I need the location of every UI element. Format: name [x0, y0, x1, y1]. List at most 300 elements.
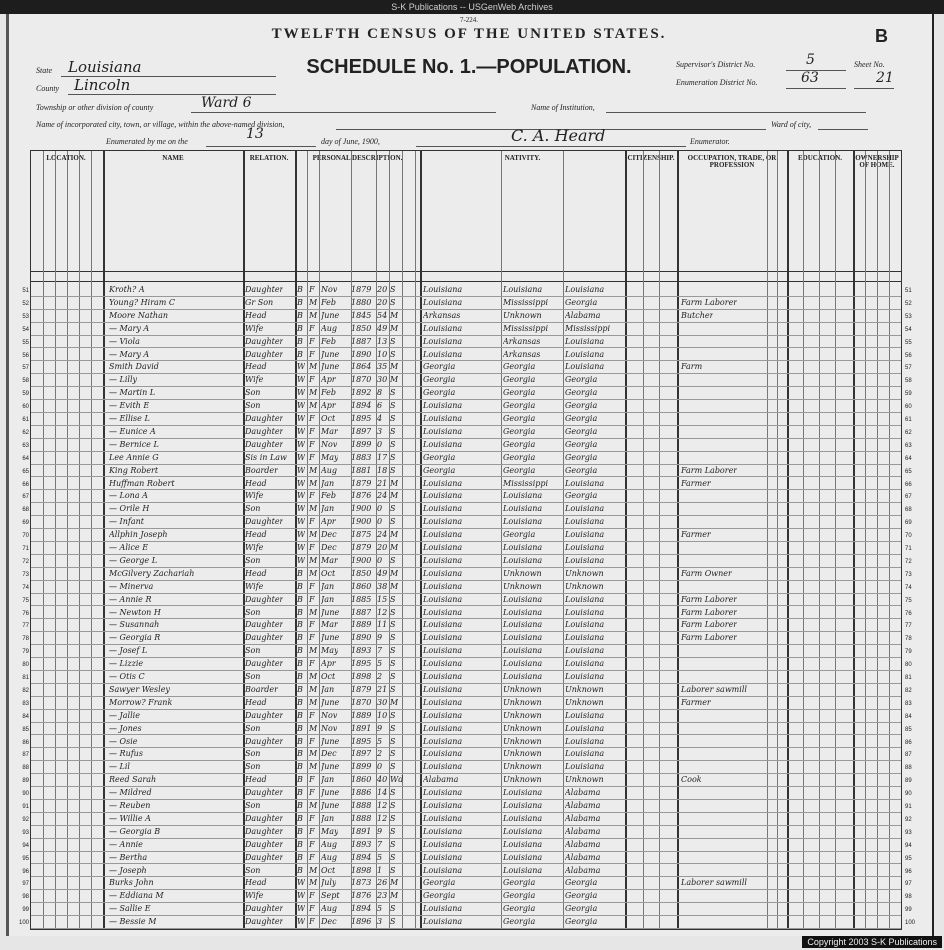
birthplace: Louisiana	[423, 607, 463, 617]
age: 30	[377, 375, 388, 385]
line-number: 94	[22, 842, 29, 849]
occupation: Butcher	[681, 310, 714, 320]
table-row	[22, 812, 912, 826]
line-number: 79	[22, 649, 29, 656]
sex: F	[309, 904, 315, 914]
age: 17	[377, 452, 388, 462]
table-row	[22, 889, 912, 903]
line-number-right: 90	[905, 791, 912, 798]
relation: Daughter	[245, 904, 284, 914]
color-race: B	[297, 349, 303, 359]
line-number: 59	[22, 391, 29, 398]
table-row	[22, 709, 912, 723]
father-birthplace: Louisiana	[503, 633, 543, 643]
father-birthplace: Louisiana	[503, 839, 543, 849]
sex: F	[309, 633, 315, 643]
birth-year: 1896	[351, 917, 372, 927]
line-number-right: 86	[905, 739, 912, 746]
color-race: B	[297, 568, 303, 578]
birth-year: 1880	[351, 297, 372, 307]
line-number-right: 87	[905, 752, 912, 759]
mother-birthplace: Georgia	[565, 297, 598, 307]
relation: Son	[245, 749, 261, 759]
birth-month: Dec	[321, 749, 337, 759]
line-number: 96	[22, 868, 29, 875]
marital-status: S	[390, 646, 396, 656]
line-number: 66	[22, 481, 29, 488]
marital-status: M	[390, 568, 399, 578]
father-birthplace: Georgia	[503, 375, 536, 385]
sex: M	[309, 607, 318, 617]
line-number: 92	[22, 816, 29, 823]
mother-birthplace: Louisiana	[565, 672, 605, 681]
line-number-right: 78	[905, 636, 912, 643]
table-row	[22, 322, 912, 336]
sex: F	[309, 414, 315, 423]
line-number: 73	[22, 571, 29, 578]
birthplace: Georgia	[423, 452, 456, 462]
marital-status: S	[390, 426, 396, 436]
table-row	[22, 386, 912, 400]
sex: F	[309, 813, 315, 823]
table-row	[22, 825, 912, 839]
line-number: 91	[22, 804, 29, 810]
birth-year: 1879	[351, 285, 372, 294]
sex: M	[309, 478, 318, 488]
occupation: Cook	[681, 775, 702, 785]
person-name: Reed Sarah	[109, 775, 157, 785]
line-number-right: 71	[905, 546, 912, 552]
birth-year: 1885	[351, 594, 372, 604]
table-row	[22, 451, 912, 465]
marital-status: M	[390, 375, 399, 385]
age: 9	[377, 633, 383, 643]
mother-birthplace: Georgia	[565, 452, 598, 462]
birth-month: June	[321, 607, 340, 617]
sex: F	[309, 852, 315, 862]
birthplace: Louisiana	[423, 349, 463, 359]
line-number: 87	[22, 752, 29, 759]
line-number: 84	[22, 713, 29, 720]
color-race: B	[297, 865, 303, 875]
marital-status: S	[390, 684, 396, 694]
mother-birthplace: Louisiana	[565, 504, 605, 514]
mother-birthplace: Unknown	[565, 568, 604, 578]
birth-month: Aug	[321, 839, 338, 849]
birthplace: Georgia	[423, 891, 456, 901]
sex: F	[309, 826, 315, 836]
relation: Son	[245, 723, 261, 733]
line-number: 99	[22, 907, 29, 914]
mother-birthplace: Louisiana	[565, 762, 605, 772]
mother-birthplace: Alabama	[565, 801, 601, 810]
marital-status: S	[390, 710, 396, 720]
occupation: Farm Laborer	[681, 633, 738, 643]
birth-year: 1899	[351, 762, 372, 772]
color-race: W	[297, 530, 306, 540]
color-race: B	[297, 826, 303, 836]
age: 20	[377, 543, 388, 552]
line-number-right: 83	[905, 700, 912, 707]
age: 9	[377, 723, 383, 733]
birth-month: Feb	[321, 336, 336, 346]
state-label: State	[36, 66, 52, 75]
relation: Wife	[245, 891, 264, 901]
occupation: Farm Laborer	[681, 620, 738, 630]
person-name: — Newton H	[109, 607, 161, 617]
mother-birthplace: Louisiana	[565, 555, 605, 565]
table-row	[22, 502, 912, 516]
birthplace: Louisiana	[423, 672, 463, 681]
line-number-right: 82	[905, 687, 912, 694]
mother-birthplace: Unknown	[565, 775, 604, 785]
age: 3	[377, 917, 383, 927]
color-race: B	[297, 310, 303, 320]
sex: M	[309, 684, 318, 694]
line-number: 88	[22, 765, 29, 772]
birth-year: 1887	[351, 336, 372, 346]
father-birthplace: Georgia	[503, 465, 536, 475]
age: 7	[377, 646, 383, 656]
relation: Son	[245, 607, 261, 617]
father-birthplace: Louisiana	[503, 672, 543, 681]
marital-status: S	[390, 813, 396, 823]
form-number: 7-224.	[459, 16, 479, 24]
birth-year: 1876	[351, 891, 372, 901]
relation: Head	[245, 697, 267, 707]
occupation: Farm Laborer	[681, 297, 738, 307]
mother-birthplace: Georgia	[565, 465, 598, 475]
father-birthplace: Unknown	[503, 581, 542, 591]
citizenship-header: CITIZENSHIP.	[627, 154, 675, 162]
birth-year: 1883	[351, 452, 372, 462]
birthplace: Louisiana	[423, 826, 463, 836]
line-number-right: 61	[905, 417, 912, 423]
table-row	[22, 902, 912, 916]
marital-status: S	[390, 904, 396, 914]
birthplace: Louisiana	[423, 426, 463, 436]
marital-status: S	[390, 852, 396, 862]
age: 20	[377, 297, 388, 307]
birth-month: June	[321, 310, 340, 320]
birth-year: 1891	[351, 723, 372, 733]
marital-status: S	[390, 736, 396, 746]
birthplace: Louisiana	[423, 736, 463, 746]
person-name: Young? Hiram C	[109, 297, 176, 307]
occupation: Laborer sawmill	[681, 878, 747, 888]
birthplace: Louisiana	[423, 659, 463, 669]
age: 12	[377, 801, 388, 810]
relation: Daughter	[245, 439, 284, 449]
person-name: — Ellise L	[109, 414, 150, 423]
census-title: TWELFTH CENSUS OF THE UNITED STATES.	[271, 26, 667, 42]
birthplace: Louisiana	[423, 813, 463, 823]
marital-status: S	[390, 452, 396, 462]
population-table	[18, 150, 916, 930]
line-number: 64	[22, 455, 29, 462]
birth-month: Feb	[321, 297, 336, 307]
birth-month: Dec	[321, 543, 337, 552]
sex: M	[309, 401, 318, 411]
birthplace: Louisiana	[423, 839, 463, 849]
mother-birthplace: Louisiana	[565, 659, 605, 669]
birthplace: Arkansas	[423, 310, 461, 320]
line-number: 62	[22, 429, 29, 436]
mother-birthplace: Georgia	[565, 414, 598, 423]
table-row	[22, 335, 912, 349]
ownership-header: OWNERSHIP OF HOME.	[855, 154, 899, 169]
birthplace: Georgia	[423, 465, 456, 475]
birth-year: 1850	[351, 323, 372, 333]
father-birthplace: Georgia	[503, 426, 536, 436]
age: 49	[377, 568, 388, 578]
relation: Head	[245, 878, 267, 888]
person-name: Allphin Joseph	[109, 530, 168, 540]
sex: M	[309, 297, 318, 307]
color-race: B	[297, 659, 303, 669]
marital-status: S	[390, 414, 396, 423]
table-row	[22, 438, 912, 452]
person-name: Lee Annie G	[109, 452, 159, 462]
table-row	[22, 631, 912, 645]
line-number-right: 60	[905, 404, 912, 411]
father-birthplace: Unknown	[503, 697, 542, 707]
father-birthplace: Georgia	[503, 917, 536, 927]
birth-month: Apr	[321, 517, 336, 527]
relation: Daughter	[245, 349, 284, 359]
marital-status: S	[390, 788, 396, 798]
birthplace: Louisiana	[423, 646, 463, 656]
mother-birthplace: Louisiana	[565, 749, 605, 759]
line-number: 77	[22, 623, 29, 630]
mother-birthplace: Georgia	[565, 917, 598, 927]
relation: Son	[245, 401, 261, 411]
birth-year: 1900	[351, 555, 372, 565]
age: 2	[377, 749, 383, 759]
color-race: W	[297, 904, 306, 914]
birthplace: Louisiana	[423, 517, 463, 527]
relation: Daughter	[245, 594, 284, 604]
person-name: McGilvery Zachariah	[109, 568, 195, 578]
birth-year: 1887	[351, 607, 372, 617]
marital-status: S	[390, 336, 396, 346]
color-race: W	[297, 362, 306, 372]
marital-status: M	[390, 581, 399, 591]
color-race: W	[297, 401, 306, 411]
line-number-right: 89	[905, 778, 912, 785]
color-race: B	[297, 297, 303, 307]
age: 11	[377, 620, 388, 630]
birth-month: Sept	[321, 891, 340, 901]
color-race: W	[297, 388, 306, 398]
line-number: 75	[22, 597, 29, 604]
person-name: — Bertha	[109, 852, 148, 862]
sex: F	[309, 285, 315, 294]
birth-year: 1845	[351, 310, 372, 320]
sex: F	[309, 891, 315, 901]
table-row	[22, 799, 912, 813]
birth-month: Mar	[321, 620, 338, 630]
birth-month: June	[321, 633, 340, 643]
color-race: W	[297, 555, 306, 565]
birth-month: Jan	[321, 504, 335, 514]
father-birthplace: Louisiana	[503, 285, 543, 294]
marital-status: M	[390, 491, 399, 501]
relation: Son	[245, 646, 261, 656]
relation: Son	[245, 672, 261, 681]
birthplace: Louisiana	[423, 904, 463, 914]
marital-status: M	[390, 478, 399, 488]
birth-year: 1876	[351, 491, 372, 501]
birth-year: 1895	[351, 736, 372, 746]
color-race: B	[297, 775, 303, 785]
color-race: B	[297, 594, 303, 604]
line-number: 95	[22, 855, 29, 862]
person-name: — Infant	[109, 517, 144, 527]
birth-month: June	[321, 801, 340, 810]
line-number: 61	[22, 417, 29, 423]
person-name: Moore Nathan	[109, 310, 168, 320]
line-number-right: 53	[905, 313, 912, 320]
color-race: B	[297, 723, 303, 733]
line-number-right: 77	[905, 623, 912, 630]
person-name: Sawyer Wesley	[109, 684, 170, 694]
table-row	[22, 412, 912, 426]
line-number: 81	[22, 675, 29, 681]
father-birthplace: Georgia	[503, 878, 536, 888]
birthplace: Louisiana	[423, 285, 463, 294]
line-number: 67	[22, 494, 29, 501]
marital-status: M	[390, 530, 399, 540]
person-name: — Lilly	[109, 375, 138, 385]
birth-month: Oct	[321, 672, 336, 681]
birthplace: Louisiana	[423, 749, 463, 759]
birth-year: 1864	[351, 362, 372, 372]
relation: Daughter	[245, 710, 284, 720]
age: 40	[377, 775, 388, 785]
person-name: Kroth? A	[109, 285, 145, 294]
table-row	[22, 696, 912, 710]
birth-month: June	[321, 762, 340, 772]
sex: M	[309, 762, 318, 772]
birth-month: July	[321, 878, 337, 888]
mother-birthplace: Louisiana	[565, 543, 605, 552]
person-name: — Rufus	[109, 749, 143, 759]
age: 23	[377, 891, 388, 901]
birthplace: Louisiana	[423, 568, 463, 578]
mother-birthplace: Georgia	[565, 878, 598, 888]
marital-status: S	[390, 285, 396, 294]
table-row	[22, 528, 912, 542]
sheet-value: 21	[876, 70, 894, 86]
column-number-strip	[31, 271, 901, 282]
sex: M	[309, 697, 318, 707]
table-row	[22, 348, 912, 362]
birth-month: Oct	[321, 568, 336, 578]
birth-year: 1893	[351, 839, 372, 849]
line-number: 69	[22, 520, 29, 527]
table-row	[22, 580, 912, 594]
father-birthplace: Arkansas	[503, 336, 541, 346]
relation: Head	[245, 478, 267, 488]
occupation: Farmer	[681, 697, 711, 707]
schedule-title: SCHEDULE No. 1.—POPULATION.	[306, 56, 632, 78]
line-number: 70	[22, 533, 29, 540]
color-race: B	[297, 852, 303, 862]
marital-status: M	[390, 891, 399, 901]
relation: Daughter	[245, 517, 284, 527]
person-name: — Evith E	[109, 401, 150, 411]
father-birthplace: Mississippi	[503, 323, 549, 333]
birth-year: 1875	[351, 530, 372, 540]
person-name: — Lizzie	[109, 659, 144, 669]
table-row	[22, 373, 912, 387]
institution-label: Name of Institution,	[531, 103, 595, 112]
birth-month: Jan	[321, 775, 335, 785]
age: 5	[377, 852, 383, 862]
birth-year: 1891	[351, 826, 372, 836]
person-name: — Osie	[109, 736, 138, 746]
marital-status: S	[390, 659, 396, 669]
mother-birthplace: Louisiana	[565, 362, 605, 372]
line-number-right: 99	[905, 907, 912, 914]
birthplace: Louisiana	[423, 439, 463, 449]
sex: M	[309, 388, 318, 398]
birth-month: June	[321, 697, 340, 707]
sex: M	[309, 310, 318, 320]
line-number-right: 64	[905, 455, 912, 462]
relation: Daughter	[245, 917, 284, 927]
line-number: 74	[22, 584, 29, 591]
person-name: — Mildred	[109, 788, 152, 798]
father-birthplace: Louisiana	[503, 852, 543, 862]
age: 21	[377, 684, 388, 694]
township-label: Township or other division of county	[36, 103, 154, 112]
sex: F	[309, 323, 315, 333]
county-label: County	[36, 84, 60, 93]
person-name: — Joseph	[109, 865, 147, 875]
sex: F	[309, 839, 315, 849]
table-row	[22, 722, 912, 736]
marital-status: S	[390, 388, 396, 398]
table-row	[22, 541, 912, 555]
color-race: W	[297, 478, 306, 488]
marital-status: M	[390, 543, 399, 552]
birth-year: 1873	[351, 878, 372, 888]
sex: M	[309, 504, 318, 514]
father-birthplace: Georgia	[503, 891, 536, 901]
person-name: — Mary A	[109, 349, 150, 359]
color-race: W	[297, 891, 306, 901]
line-number: 78	[22, 636, 29, 643]
color-race: B	[297, 323, 303, 333]
father-birthplace: Louisiana	[503, 826, 543, 836]
birth-year: 1894	[351, 852, 372, 862]
mother-birthplace: Unknown	[565, 581, 604, 591]
table-row	[22, 567, 912, 581]
person-name: — Mary A	[109, 323, 150, 333]
father-birthplace: Louisiana	[503, 788, 543, 798]
birthplace: Louisiana	[423, 917, 463, 927]
color-race: B	[297, 684, 303, 694]
occupation: Farm Laborer	[681, 607, 738, 617]
birth-year: 1893	[351, 646, 372, 656]
birth-month: Jan	[321, 813, 335, 823]
person-name: — Lil	[109, 762, 130, 772]
table-row	[22, 515, 912, 529]
mother-birthplace: Louisiana	[565, 594, 605, 604]
line-number-right: 76	[905, 610, 912, 617]
